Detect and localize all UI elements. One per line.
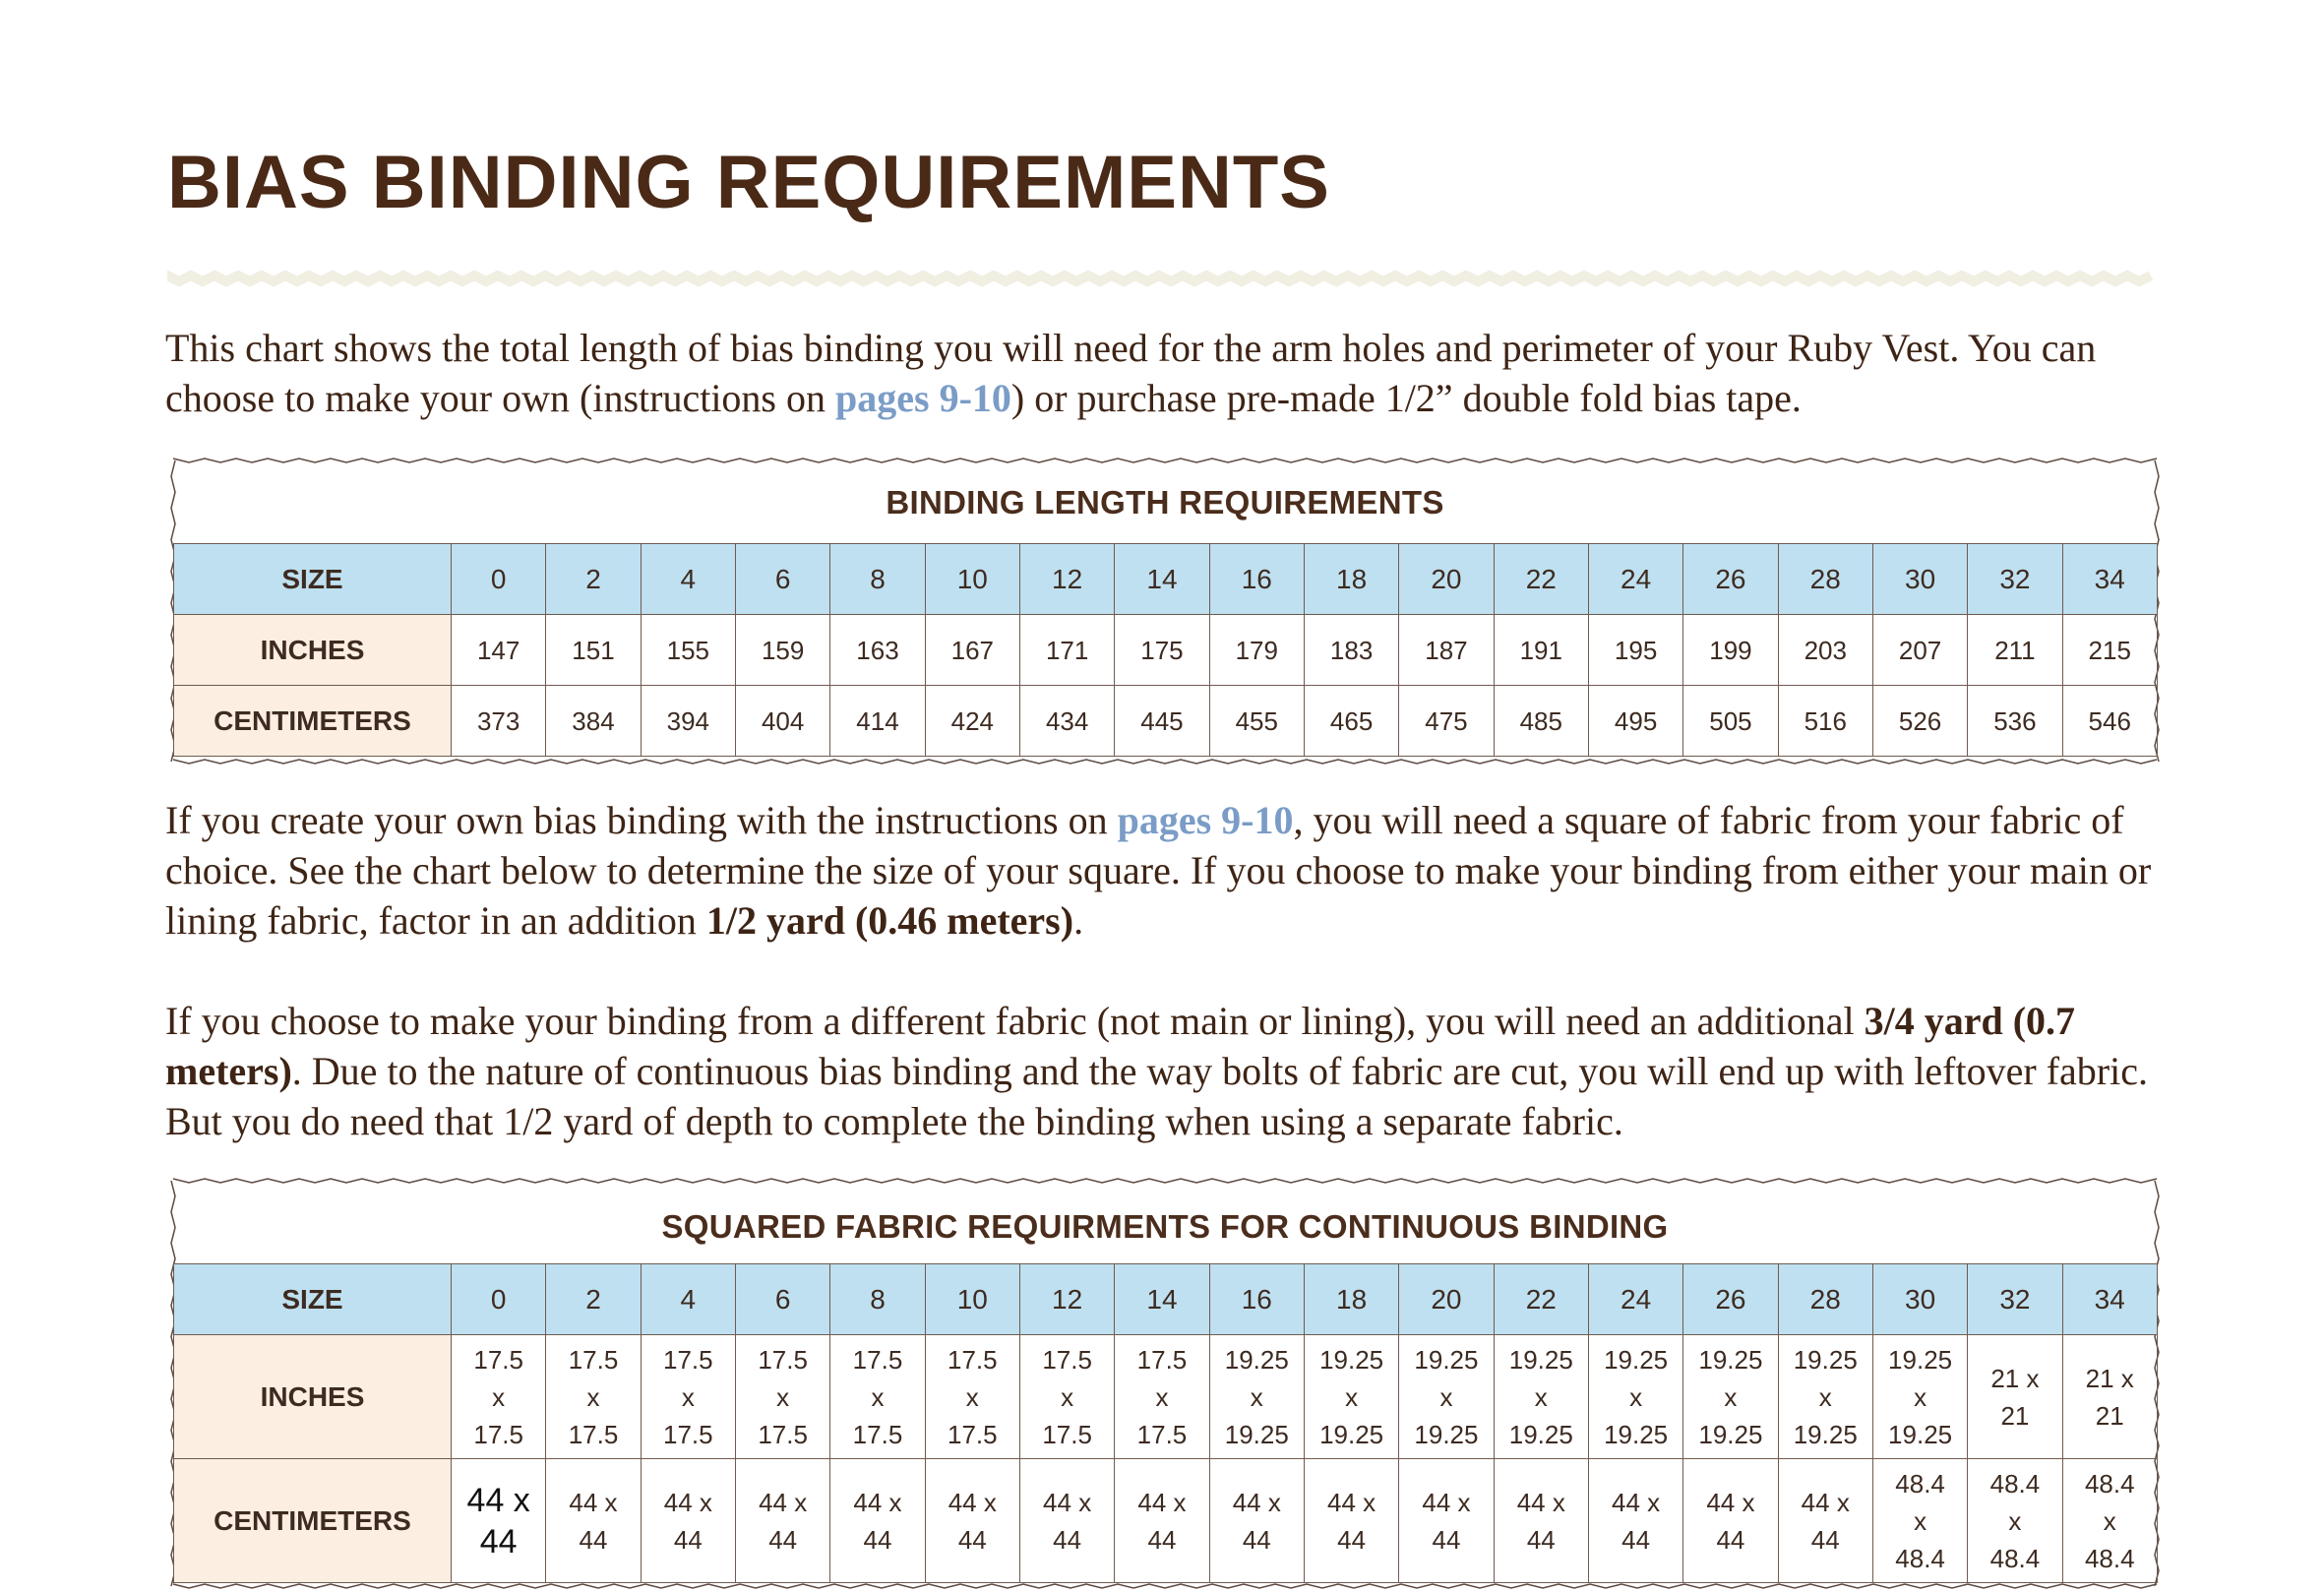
table-cell: 17.5 x 17.5 bbox=[1019, 1335, 1114, 1459]
table-cell: 6 bbox=[735, 1264, 829, 1335]
table-cell: 22 bbox=[1494, 544, 1588, 615]
table-cell: 526 bbox=[1872, 686, 1967, 757]
table-cell: 30 bbox=[1872, 1264, 1967, 1335]
table-cell: 18 bbox=[1304, 544, 1398, 615]
table-cell: 44 x 44 bbox=[1115, 1459, 1209, 1583]
table-cell: 22 bbox=[1494, 1264, 1588, 1335]
table-cell: 28 bbox=[1778, 544, 1872, 615]
table-cell: 19.25 x 19.25 bbox=[1778, 1335, 1872, 1459]
table-cell: 44 x 44 bbox=[1399, 1459, 1494, 1583]
table-cell: 17.5 x 17.5 bbox=[830, 1335, 925, 1459]
table-cell: 44 x 44 bbox=[1209, 1459, 1304, 1583]
squared-fabric-grid bbox=[173, 1263, 2158, 1583]
table-cell: 8 bbox=[830, 1264, 925, 1335]
table-cell: 12 bbox=[1019, 544, 1114, 615]
table-cell: 404 bbox=[735, 686, 829, 757]
table-cell: 17.5 x 17.5 bbox=[735, 1335, 829, 1459]
table-cell: 171 bbox=[1019, 615, 1114, 686]
table-cell: 16 bbox=[1209, 544, 1304, 615]
table-row bbox=[174, 686, 2158, 757]
table-cell: 151 bbox=[546, 615, 641, 686]
table-cell: 44 x 44 bbox=[1019, 1459, 1114, 1583]
table-cell: 21 x 21 bbox=[2062, 1335, 2157, 1459]
table-cell: 199 bbox=[1683, 615, 1778, 686]
table-cell: 17.5 x 17.5 bbox=[546, 1335, 641, 1459]
table-row bbox=[174, 1459, 2158, 1583]
table-cell: 48.4 x 48.4 bbox=[1872, 1459, 1967, 1583]
table-cell: 24 bbox=[1588, 1264, 1682, 1335]
table-cell: 215 bbox=[2062, 615, 2157, 686]
instructions-paragraph: If you create your own bias binding with the instructions on pages 9-10, you will need a square of fabric from your fabric of choice. See the chart below to determine the size of your square. If you choose to make your binding from either your main or lining fabric, factor in an addition 1/2 yard (0.46 meters). bbox=[165, 798, 2152, 943]
table-cell: 10 bbox=[925, 1264, 1019, 1335]
table-cell: 19.25 x 19.25 bbox=[1399, 1335, 1494, 1459]
table-cell: 44 x 44 bbox=[641, 1459, 735, 1583]
table-cell: 2 bbox=[546, 544, 641, 615]
table-cell: 44 x 44 bbox=[1588, 1459, 1682, 1583]
table-cell: 44 x 44 bbox=[1778, 1459, 1872, 1583]
table-cell: 445 bbox=[1115, 686, 1209, 757]
row-header: SIZE bbox=[174, 1264, 452, 1335]
row-header: SIZE bbox=[174, 544, 452, 615]
table-row bbox=[174, 1335, 2158, 1459]
table-cell: 187 bbox=[1399, 615, 1494, 686]
table-cell: 26 bbox=[1683, 1264, 1778, 1335]
table-cell: 485 bbox=[1494, 686, 1588, 757]
table-cell: 536 bbox=[1968, 686, 2062, 757]
table-cell: 167 bbox=[925, 615, 1019, 686]
table-cell: 44 x 44 bbox=[452, 1459, 546, 1583]
table-caption: BINDING LENGTH REQUIREMENTS bbox=[886, 484, 1444, 520]
table-cell: 32 bbox=[1968, 544, 2062, 615]
table-cell: 44 x 44 bbox=[1304, 1459, 1398, 1583]
table-cell: 34 bbox=[2062, 544, 2157, 615]
table-cell: 30 bbox=[1872, 544, 1967, 615]
table-cell: 44 x 44 bbox=[1494, 1459, 1588, 1583]
table-cell: 44 x 44 bbox=[735, 1459, 829, 1583]
table-cell: 48.4 x 48.4 bbox=[2062, 1459, 2157, 1583]
table-cell: 0 bbox=[452, 1264, 546, 1335]
row-header: CENTIMETERS bbox=[174, 1459, 452, 1583]
table-cell: 44 x 44 bbox=[925, 1459, 1019, 1583]
binding-length-grid bbox=[173, 543, 2158, 757]
table-cell: 19.25 x 19.25 bbox=[1209, 1335, 1304, 1459]
table-cell: 465 bbox=[1304, 686, 1398, 757]
table-cell: 159 bbox=[735, 615, 829, 686]
table-cell: 147 bbox=[452, 615, 546, 686]
table-cell: 24 bbox=[1588, 544, 1682, 615]
table-cell: 0 bbox=[452, 544, 546, 615]
table-cell: 16 bbox=[1209, 1264, 1304, 1335]
table-cell: 18 bbox=[1304, 1264, 1398, 1335]
table-cell: 495 bbox=[1588, 686, 1682, 757]
table-row bbox=[174, 544, 2158, 615]
table-cell: 414 bbox=[830, 686, 925, 757]
squared-fabric-table bbox=[173, 1181, 2157, 1586]
table-cell: 175 bbox=[1115, 615, 1209, 686]
row-header: INCHES bbox=[174, 1335, 452, 1459]
table-cell: 455 bbox=[1209, 686, 1304, 757]
table-cell: 44 x 44 bbox=[830, 1459, 925, 1583]
table-cell: 21 x 21 bbox=[1968, 1335, 2062, 1459]
table-cell: 211 bbox=[1968, 615, 2062, 686]
table-cell: 20 bbox=[1399, 1264, 1494, 1335]
table-cell: 48.4 x 48.4 bbox=[1968, 1459, 2062, 1583]
table-cell: 195 bbox=[1588, 615, 1682, 686]
table-cell: 20 bbox=[1399, 544, 1494, 615]
table-cell: 2 bbox=[546, 1264, 641, 1335]
table-row bbox=[174, 615, 2158, 686]
table-cell: 179 bbox=[1209, 615, 1304, 686]
table-cell: 34 bbox=[2062, 1264, 2157, 1335]
table-cell: 475 bbox=[1399, 686, 1494, 757]
table-cell: 32 bbox=[1968, 1264, 2062, 1335]
table-cell: 17.5 x 17.5 bbox=[452, 1335, 546, 1459]
table-cell: 14 bbox=[1115, 1264, 1209, 1335]
table-cell: 44 x 44 bbox=[1683, 1459, 1778, 1583]
table-cell: 203 bbox=[1778, 615, 1872, 686]
table-cell: 373 bbox=[452, 686, 546, 757]
table-cell: 505 bbox=[1683, 686, 1778, 757]
table-cell: 6 bbox=[735, 544, 829, 615]
pages-link[interactable]: pages 9-10 bbox=[1117, 798, 1294, 842]
table-cell: 8 bbox=[830, 544, 925, 615]
table-cell: 207 bbox=[1872, 615, 1967, 686]
table-cell: 163 bbox=[830, 615, 925, 686]
table-cell: 155 bbox=[641, 615, 735, 686]
table-cell: 394 bbox=[641, 686, 735, 757]
table-cell: 17.5 x 17.5 bbox=[1115, 1335, 1209, 1459]
separate-fabric-paragraph: If you choose to make your binding from a different fabric (not main or lining), you will need an additional 3/4 yard (0.7 meters). Due to the nature of continuous bias binding and the way bolts of fabric are cut, you will end up with leftover fabric. But you do need that 1/2 yard of depth to complete the binding when using a separate fabric. bbox=[165, 999, 2148, 1143]
table-row bbox=[174, 1264, 2158, 1335]
table-cell: 424 bbox=[925, 686, 1019, 757]
binding-length-table bbox=[173, 460, 2157, 762]
table-cell: 191 bbox=[1494, 615, 1588, 686]
table-cell: 19.25 x 19.25 bbox=[1588, 1335, 1682, 1459]
table-caption: SQUARED FABRIC REQUIRMENTS FOR CONTINUOUS BINDING bbox=[661, 1208, 1669, 1245]
table-cell: 26 bbox=[1683, 544, 1778, 615]
table-cell: 516 bbox=[1778, 686, 1872, 757]
table-cell: 19.25 x 19.25 bbox=[1683, 1335, 1778, 1459]
table-cell: 384 bbox=[546, 686, 641, 757]
row-header: CENTIMETERS bbox=[174, 686, 452, 757]
table-cell: 183 bbox=[1304, 615, 1398, 686]
table-cell: 10 bbox=[925, 544, 1019, 615]
table-cell: 28 bbox=[1778, 1264, 1872, 1335]
pages-link[interactable]: pages 9-10 bbox=[835, 376, 1011, 420]
table-cell: 19.25 x 19.25 bbox=[1872, 1335, 1967, 1459]
table-cell: 546 bbox=[2062, 686, 2157, 757]
table-cell: 4 bbox=[641, 1264, 735, 1335]
table-cell: 17.5 x 17.5 bbox=[925, 1335, 1019, 1459]
table-cell: 434 bbox=[1019, 686, 1114, 757]
wavy-divider bbox=[167, 268, 2159, 289]
table-cell: 19.25 x 19.25 bbox=[1494, 1335, 1588, 1459]
intro-paragraph: This chart shows the total length of bias binding you will need for the arm holes and perimeter of your Ruby Vest. You can choose to make your own (instructions on pages 9-10) or purchase pre-made 1/2” double fold bias tape. bbox=[165, 326, 2097, 420]
table-cell: 14 bbox=[1115, 544, 1209, 615]
table-cell: 17.5 x 17.5 bbox=[641, 1335, 735, 1459]
row-header: INCHES bbox=[174, 615, 452, 686]
page-title: BIAS BINDING REQUIREMENTS bbox=[167, 141, 1330, 224]
table-cell: 4 bbox=[641, 544, 735, 615]
table-cell: 44 x 44 bbox=[546, 1459, 641, 1583]
table-cell: 19.25 x 19.25 bbox=[1304, 1335, 1398, 1459]
table-cell: 12 bbox=[1019, 1264, 1114, 1335]
